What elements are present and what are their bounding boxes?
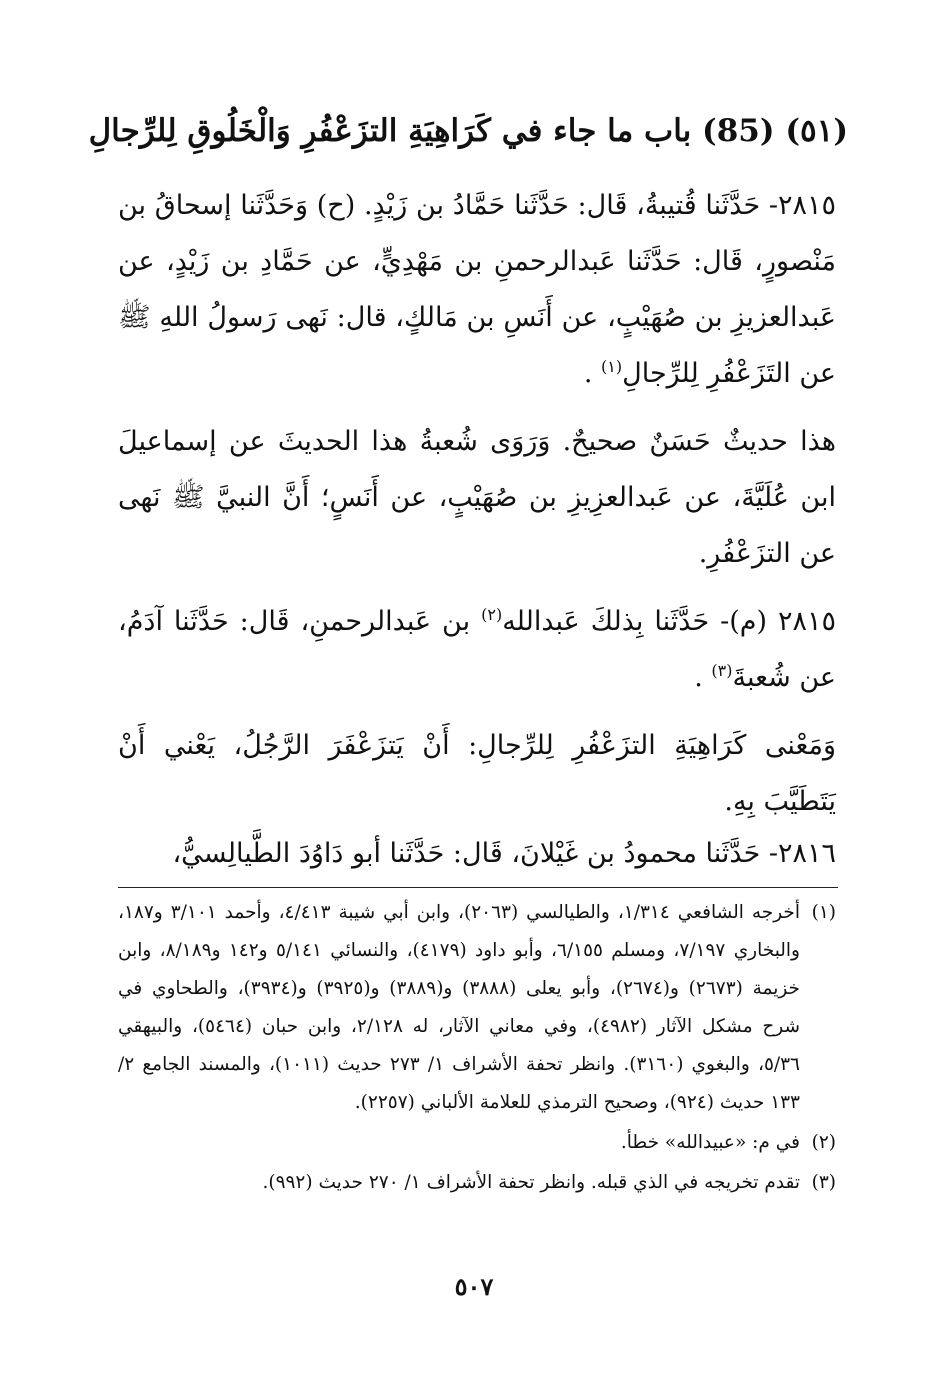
paragraph-text-continued: بن عَبدالرحمنِ، قَال: حَدَّثَنا آدَمُ، عن شُعبةَ [118, 606, 836, 693]
footnote-text: أخرجه الشافعي ١/٣١٤، والطيالسي (٢٠٦٣)، وابن أبي شيبة ٤/٤١٣، وأحمد ٣/١٠١ و١٨٧، والبخاري ٧/١٩٧، ومسلم ٦/١٥٥، وأبو داود (٤١٧٩)، والنسائي ٥/١٤١ و١٤٢ و٨/١٨٩، وابن خزيمة (٢٦٧٣) و(٢٦٧٤)، وأبو يعلى (٣٨٨٨) و(٣٨٨٩) و(٣٩٢٥) و(٣٩٣٤)، والطحاوي في شرح مشكل الآثار (٤٩٨٢)، وفي معاني الآثار، له ٢/١٢٨، وابن حبان (٥٤٦٤)، والبيهقي ٥/٣٦، والبغوي (٣١٦٠). وانظر تحفة الأشراف ١/ ٢٧٣ حديث (١٠١١)، والمسند الجامع ٢/ ١٣٣ حديث (٩٢٤)، وصحيح الترمذي للعلامة الألباني (٢٢٥٧). [118, 902, 801, 1113]
paragraph-end: . [583, 358, 602, 389]
footnote-divider [118, 887, 838, 888]
commentary-paragraph [118, 414, 836, 582]
paragraph-end: . [694, 662, 712, 693]
footnote-item [118, 1124, 836, 1162]
footnote-reference[interactable]: (٢) [481, 605, 503, 624]
footnote-number: (١) [811, 902, 836, 923]
commentary-paragraph [118, 718, 836, 830]
chapter-title: (٥١) (85) باب ما جاء في كَرَاهِيَةِ التزَعْفُرِ وَالْخَلُوقِ لِلرِّجالِ [88, 113, 848, 149]
footnote-reference[interactable]: (١) [601, 357, 623, 376]
hadith-paragraph [118, 178, 836, 402]
footnote-text: تقدم تخريجه في الذي قبله. وانظر تحفة الأشراف ١/ ٢٧٠ حديث (٩٩٢). [262, 1172, 800, 1193]
footnote-reference[interactable]: (٣) [711, 661, 733, 680]
footnote-text: في م: «عبيدالله» خطأ. [620, 1132, 800, 1153]
footnote-item [118, 894, 836, 1122]
paragraph-text: ٢٨١٥ (م)- حَدَّثَنا بِذلكَ عَبدالله [502, 606, 836, 637]
hadith-continuation-line: ٢٨١٦- حَدَّثَنا محمودُ بن غَيْلانَ، قَال: حَدَّثَنا أبو دَاوُدَ الطَّيالِسيُّ، [172, 838, 836, 869]
hadith-paragraph [118, 594, 836, 706]
paragraph-text: وَمَعْنى كَرَاهِيَةِ التزَعْفُرِ لِلرِّجالِ: أَنْ يَتزَعْفَرَ الرَّجُلُ، يَعْني أَنْ يَتَطَيَّبَ بِهِ. [118, 730, 836, 817]
footnote-number: (٣) [811, 1172, 836, 1193]
paragraph-text: ٢٨١٥- حَدَّثَنا قُتيبةُ، قَال: حَدَّثَنا حَمَّادُ بن زَيْدٍ. (ح) وَحَدَّثَنا إسحاقُ بن مَنْصورٍ، قَال: حَدَّثَنا عَبدالرحمنِ بن مَهْدِيٍّ، عن حَمَّادِ بن زَيْدٍ، عن عَبدالعزيزِ بن صُهَيْبٍ، عن أَنَسِ بن مَالكٍ، قال: نَهى رَسولُ اللهِ ﷺ عن التَزَعْفُرِ لِلرِّجالِ [118, 190, 836, 389]
paragraph-text: هذا حديثٌ حَسَنٌ صحيحٌ. وَرَوَى شُعبةُ هذا الحديثَ عن إسماعيلَ ابن عُلَيَّةَ، عن عَبدالعزِيزِ بن صُهَيْبٍ، عن أَنَسٍ؛ أَنَّ النبيَّ ﷺ نَهى عن التزَعْفُرِ. [118, 426, 836, 569]
page-number: ٥٠٧ [454, 1272, 494, 1301]
footnotes-section [118, 894, 836, 1202]
footnote-number: (٢) [811, 1132, 836, 1153]
main-text [118, 178, 836, 830]
footnote-item [118, 1164, 836, 1202]
